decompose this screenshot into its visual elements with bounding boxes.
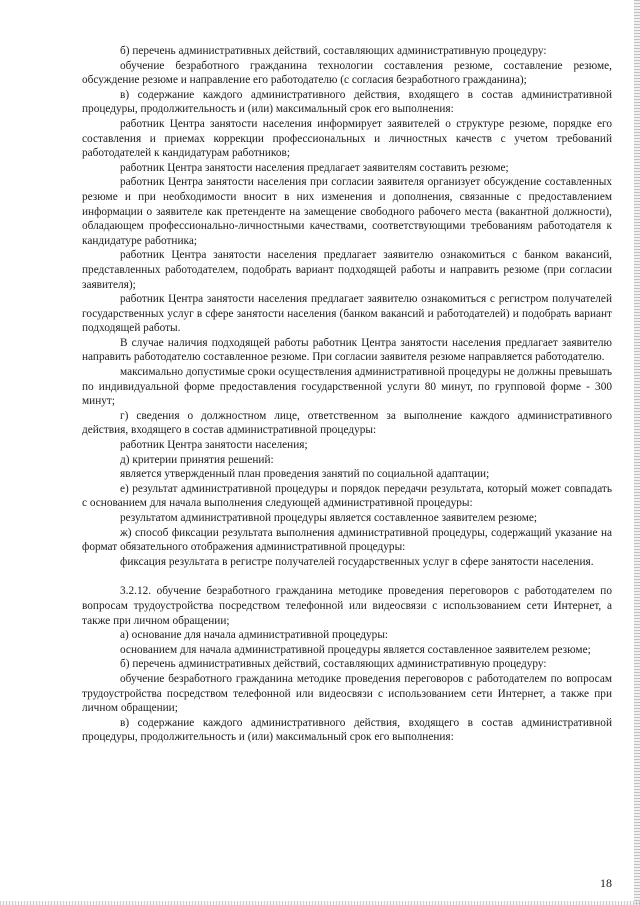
paragraph: б) перечень административных действий, составляющих административную процедуру:	[120, 45, 547, 57]
paragraph: в) содержание каждого административного действия, входящего в состав административной процедуры, продолжительность и (или) максимальный срок его выполнения:	[82, 716, 612, 744]
paragraph: результатом административной процедуры является составленное заявителем резюме;	[120, 512, 538, 524]
paragraph: работник Центра занятости населения предлагает заявителям составить резюме;	[120, 161, 509, 174]
paragraph: д) критерии принятия решений:	[120, 453, 274, 466]
paragraph: в) содержание каждого административного действия, входящего в состав административной процедуры, продолжительность и (или) максимальный срок его выполнения:	[82, 88, 612, 116]
paragraph: основанием для начала административной процедуры является составленное заявителем резюме;	[120, 643, 591, 656]
paragraph: а) основание для начала административной процедуры:	[120, 629, 389, 642]
scan-edge-bottom	[0, 901, 640, 905]
paragraph: работник Центра занятости населения предлагает заявителю ознакомиться с банком вакансий, представленных работодателем, подобрать вариант подходящей работы и направить резюме (при согласии заявителя);	[82, 249, 612, 291]
paragraph: В случае наличия подходящей работы работник Центра занятости населения предлагает заявителю направить работодателю составленное резюме. При согласии заявителя резюме направляется работодателю.	[82, 336, 612, 364]
page-number: 18	[600, 876, 612, 890]
scan-edge-right	[634, 0, 640, 905]
paragraph: работник Центра занятости населения при согласии заявителя организует обсуждение составленных резюме и при необходимости вносит в них изменения и дополнения, связанные с предоставлением информации о заявителе как претенденте на замещение свободного рабочего места (вакантной должности), обладающем профессионально-личностными качествами, соответствующими требованиям работодателя к кандидатуре работника;	[82, 176, 612, 247]
paragraph: фиксация результата в регистре получателей государственных услуг в сфере занятости населения.	[120, 555, 594, 568]
document-body	[82, 44, 612, 745]
paragraph: г) сведения о должностном лице, ответственном за выполнение каждого административного действия, входящего в состав административной процедуры:	[82, 409, 612, 437]
paragraph: является утвержденный план проведения занятий по социальной адаптации;	[120, 468, 490, 481]
paragraph: работник Центра занятости населения информирует заявителей о структуре резюме, порядке его составления и приемах коррекции профессиональных и личностных качеств с учетом требований работодателей к кандидатурам работников;	[82, 117, 612, 160]
paragraph: ж) способ фиксации результата выполнения административной процедуры, содержащий указание на формат обязательного отображения административной процедуры:	[82, 526, 612, 554]
paragraph: обучение безработного гражданина методике проведения переговоров с работодателем по вопросам трудоустройства посредством телефонной или видеосвязи с использованием сети Интернет, а также при личном обращении;	[82, 672, 612, 715]
paragraph: работник Центра занятости населения;	[120, 439, 308, 452]
paragraph: максимально допустимые сроки осуществления административной процедуры не должны превышать по индивидуальной форме предоставления государственной услуги 80 минут, по групповой форме - 300 минут;	[82, 366, 612, 408]
paragraph: обучение безработного гражданина технологии составления резюме, составление резюме, обсуждение резюме и направление его работодателю (с согласия безработного гражданина);	[82, 59, 612, 87]
paragraph: б) перечень административных действий, составляющих административную процедуру:	[120, 658, 547, 671]
paragraph: работник Центра занятости населения предлагает заявителю ознакомиться с регистром получателей государственных услуг в сфере занятости населения (банком вакансий и работодателей) и подобрать вариант подходящей работы.	[82, 293, 612, 335]
section-heading: 3.2.12. обучение безработного гражданина методике проведения переговоров с работодателем по вопросам трудоустройства посредством телефонной или видеосвязи с использованием сети Интернет, а также при личном обращении;	[82, 585, 612, 627]
paragraph: е) результат административной процедуры и порядок передачи результата, который может совпадать с основанием для начала выполнения следующей административной процедуры:	[82, 482, 612, 510]
